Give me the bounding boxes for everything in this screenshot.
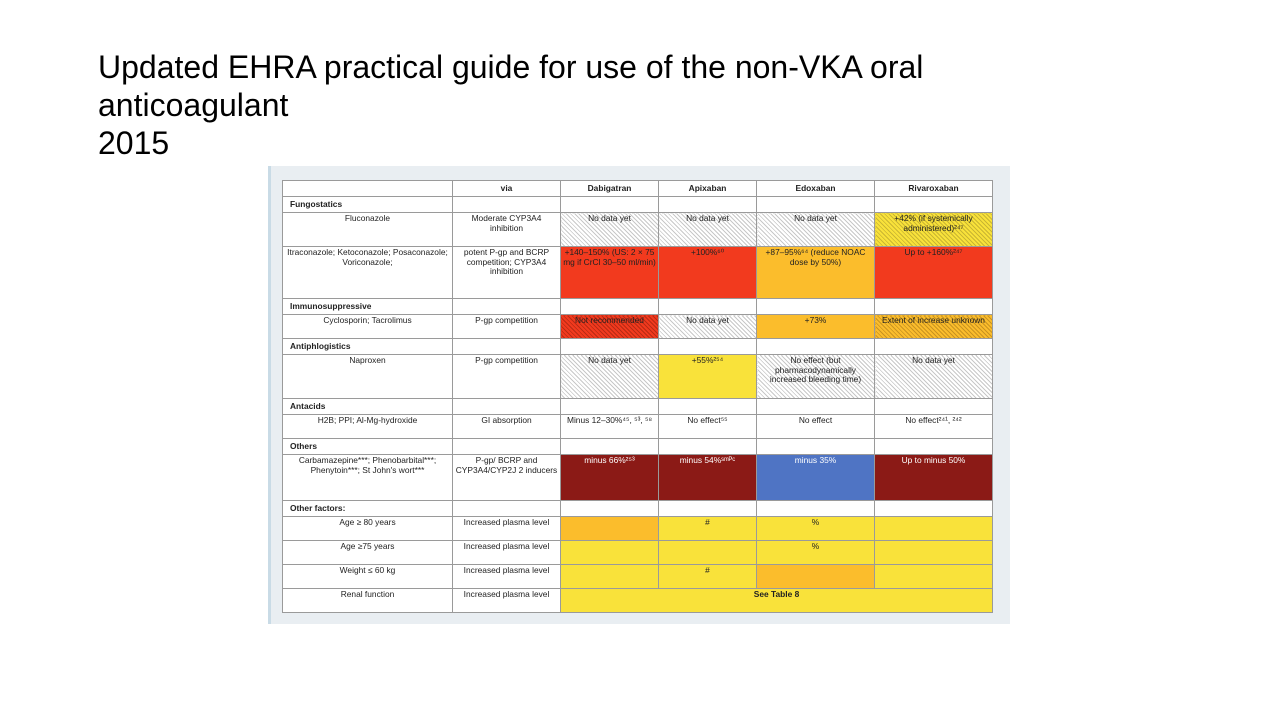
section-row — [283, 501, 993, 517]
table-row — [283, 589, 993, 613]
header-dabigatran: Dabigatran — [561, 181, 659, 197]
section-empty-cell — [875, 501, 993, 517]
effect-cell-apixaban: No data yet — [659, 213, 757, 247]
section-empty-cell — [659, 299, 757, 315]
section-row — [283, 339, 993, 355]
effect-cell-rivaroxaban — [875, 517, 993, 541]
table-row — [283, 355, 993, 399]
drug-cell: Renal function — [283, 589, 453, 613]
via-cell: Increased plasma level — [453, 565, 561, 589]
section-label: Other factors: — [283, 501, 453, 517]
section-empty-cell — [659, 399, 757, 415]
header-apixaban: Apixaban — [659, 181, 757, 197]
section-empty-cell — [757, 299, 875, 315]
effect-span-cell: See Table 8 — [561, 589, 993, 613]
effect-cell-dabigatran: No data yet — [561, 213, 659, 247]
drug-interaction-table — [282, 180, 993, 613]
effect-cell-rivaroxaban: +42% (if systemically administered)²⁴⁷ — [875, 213, 993, 247]
header-via: via — [453, 181, 561, 197]
effect-cell-rivaroxaban — [875, 541, 993, 565]
slide-title-line-3: 2015 — [98, 125, 170, 161]
effect-cell-dabigatran: No data yet — [561, 355, 659, 399]
section-empty-cell — [561, 501, 659, 517]
via-cell: potent P-gp and BCRP competition; CYP3A4 inhibition — [453, 247, 561, 299]
section-via-cell — [453, 439, 561, 455]
drug-cell: H2B; PPI; Al-Mg-hydroxide — [283, 415, 453, 439]
effect-cell-apixaban: +55%²⁵⁴ — [659, 355, 757, 399]
section-empty-cell — [659, 197, 757, 213]
drug-cell: Fluconazole — [283, 213, 453, 247]
drug-cell: Weight ≤ 60 kg — [283, 565, 453, 589]
effect-cell-apixaban — [659, 541, 757, 565]
effect-cell-apixaban: No effect⁵⁵ — [659, 415, 757, 439]
slide-title-line-2: anticoagulant — [98, 87, 289, 123]
drug-cell: Carbamazepine***; Phenobarbital***; Phenytoin***; St John's wort*** — [283, 455, 453, 501]
effect-cell-dabigatran — [561, 517, 659, 541]
section-empty-cell — [757, 439, 875, 455]
table-row — [283, 415, 993, 439]
effect-cell-dabigatran: minus 66%²⁵³ — [561, 455, 659, 501]
effect-cell-rivaroxaban: Extent of increase unknown — [875, 315, 993, 339]
section-empty-cell — [659, 339, 757, 355]
section-row — [283, 197, 993, 213]
header-rivaroxaban: Rivaroxaban — [875, 181, 993, 197]
section-empty-cell — [561, 197, 659, 213]
section-row — [283, 439, 993, 455]
via-cell: P-gp competition — [453, 315, 561, 339]
section-via-cell — [453, 399, 561, 415]
drug-cell: Itraconazole; Ketoconazole; Posaconazole; Voriconazole; — [283, 247, 453, 299]
section-empty-cell — [757, 501, 875, 517]
effect-cell-apixaban: # — [659, 517, 757, 541]
table-row — [283, 565, 993, 589]
header-edoxaban: Edoxaban — [757, 181, 875, 197]
table-header-row — [283, 181, 993, 197]
header-blank — [283, 181, 453, 197]
effect-cell-rivaroxaban — [875, 565, 993, 589]
effect-cell-edoxaban: % — [757, 541, 875, 565]
section-via-cell — [453, 299, 561, 315]
table-row — [283, 213, 993, 247]
effect-cell-edoxaban: No effect — [757, 415, 875, 439]
section-label: Fungostatics — [283, 197, 453, 213]
effect-cell-apixaban: +100%⁶⁰ — [659, 247, 757, 299]
table-row — [283, 517, 993, 541]
effect-cell-rivaroxaban: No data yet — [875, 355, 993, 399]
effect-cell-edoxaban: minus 35% — [757, 455, 875, 501]
effect-cell-edoxaban: % — [757, 517, 875, 541]
slide-title — [98, 48, 1098, 162]
section-empty-cell — [561, 299, 659, 315]
effect-cell-apixaban: minus 54%ˢᵐᴾᶜ — [659, 455, 757, 501]
interaction-table-image — [268, 166, 1010, 624]
section-empty-cell — [561, 399, 659, 415]
effect-cell-edoxaban: +87–95%⁶⁴ (reduce NOAC dose by 50%) — [757, 247, 875, 299]
section-row — [283, 299, 993, 315]
via-cell: Moderate CYP3A4 inhibition — [453, 213, 561, 247]
section-label: Immunosuppressive — [283, 299, 453, 315]
section-row — [283, 399, 993, 415]
drug-cell: Age ≥ 80 years — [283, 517, 453, 541]
drug-cell: Naproxen — [283, 355, 453, 399]
section-via-cell — [453, 339, 561, 355]
slide-title-line-1: Updated EHRA practical guide for use of the non-VKA oral — [98, 49, 924, 85]
via-cell: Increased plasma level — [453, 541, 561, 565]
drug-cell: Cyclosporin; Tacrolimus — [283, 315, 453, 339]
section-label: Antacids — [283, 399, 453, 415]
via-cell: Increased plasma level — [453, 517, 561, 541]
via-cell: GI absorption — [453, 415, 561, 439]
section-via-cell — [453, 501, 561, 517]
section-empty-cell — [659, 439, 757, 455]
effect-cell-dabigatran: Not recommended — [561, 315, 659, 339]
via-cell: P-gp competition — [453, 355, 561, 399]
effect-cell-dabigatran — [561, 565, 659, 589]
section-label: Others — [283, 439, 453, 455]
section-empty-cell — [561, 439, 659, 455]
section-empty-cell — [875, 299, 993, 315]
section-empty-cell — [757, 197, 875, 213]
section-label: Antiphlogistics — [283, 339, 453, 355]
effect-cell-dabigatran — [561, 541, 659, 565]
section-empty-cell — [875, 439, 993, 455]
table-row — [283, 541, 993, 565]
via-cell: P-gp/ BCRP and CYP3A4/CYP2J 2 inducers — [453, 455, 561, 501]
effect-cell-apixaban: No data yet — [659, 315, 757, 339]
section-empty-cell — [659, 501, 757, 517]
section-empty-cell — [561, 339, 659, 355]
effect-cell-edoxaban: +73% — [757, 315, 875, 339]
effect-cell-rivaroxaban: No effect²⁴¹, ²⁴² — [875, 415, 993, 439]
effect-cell-edoxaban — [757, 565, 875, 589]
table-row — [283, 455, 993, 501]
table-row — [283, 247, 993, 299]
drug-cell: Age ≥75 years — [283, 541, 453, 565]
via-cell: Increased plasma level — [453, 589, 561, 613]
section-empty-cell — [757, 339, 875, 355]
effect-cell-edoxaban: No effect (but pharmacodynamically increased bleeding time) — [757, 355, 875, 399]
effect-cell-dabigatran: +140–150% (US: 2 × 75 mg if CrCl 30–50 ml/min) — [561, 247, 659, 299]
effect-cell-rivaroxaban: Up to minus 50% — [875, 455, 993, 501]
section-empty-cell — [875, 399, 993, 415]
table-row — [283, 315, 993, 339]
section-empty-cell — [875, 197, 993, 213]
section-via-cell — [453, 197, 561, 213]
effect-cell-dabigatran: Minus 12–30%⁴⁵, ⁵³, ⁵⁸ — [561, 415, 659, 439]
section-empty-cell — [757, 399, 875, 415]
effect-cell-apixaban: # — [659, 565, 757, 589]
effect-cell-rivaroxaban: Up to +160%²⁴⁷ — [875, 247, 993, 299]
section-empty-cell — [875, 339, 993, 355]
effect-cell-edoxaban: No data yet — [757, 213, 875, 247]
